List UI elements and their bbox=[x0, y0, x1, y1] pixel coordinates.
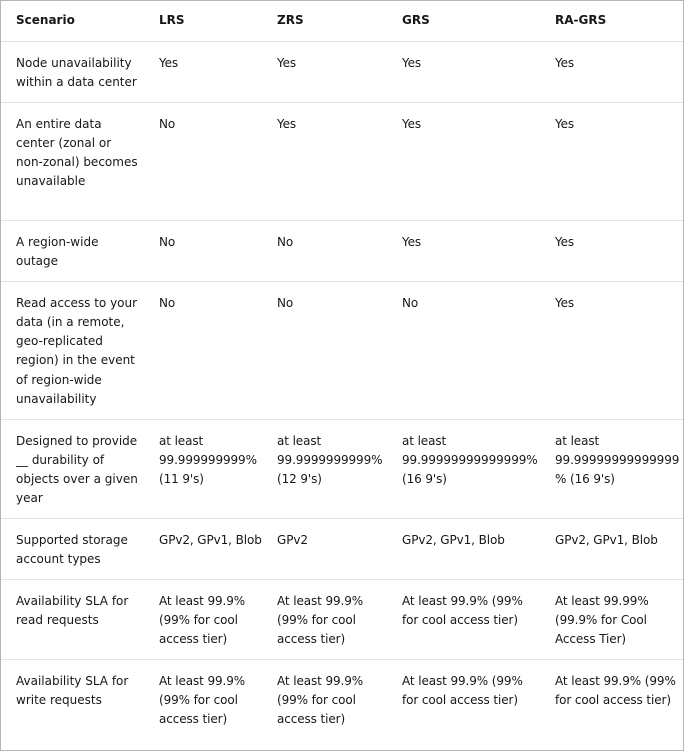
scenario-cell: An entire data center (zonal or non-zonal) becomes unavailable bbox=[16, 116, 138, 189]
lrs-cell: No bbox=[159, 116, 176, 131]
zrs-cell: Yes bbox=[277, 116, 297, 131]
zrs-cell: At least 99.9% (99% for cool access tier) bbox=[277, 593, 364, 647]
zrs-cell: at least 99.9999999999% (12 9's) bbox=[277, 433, 383, 487]
header-scenario: Scenario bbox=[16, 13, 75, 27]
table-row bbox=[1, 102, 683, 220]
ra-grs-cell: At least 99.99% (99.9% for Cool Access Tier) bbox=[555, 593, 649, 647]
table-row bbox=[1, 518, 683, 579]
zrs-cell: GPv2 bbox=[277, 532, 308, 547]
zrs-cell: No bbox=[277, 295, 294, 310]
lrs-cell: at least 99.999999999% (11 9's) bbox=[159, 433, 257, 487]
scenario-cell: A region-wide outage bbox=[16, 234, 99, 268]
lrs-cell: At least 99.9% (99% for cool access tier) bbox=[159, 673, 246, 727]
header-ra-grs: RA-GRS bbox=[555, 13, 607, 27]
zrs-cell: At least 99.9% (99% for cool access tier) bbox=[277, 673, 364, 727]
ra-grs-cell: GPv2, GPv1, Blob bbox=[555, 532, 658, 547]
grs-cell: Yes bbox=[402, 234, 422, 249]
ra-grs-cell: Yes bbox=[555, 55, 575, 70]
scenario-cell: Availability SLA for write requests bbox=[16, 673, 129, 707]
table-row bbox=[1, 281, 683, 419]
scenario-cell: Node unavailability within a data center bbox=[16, 55, 137, 89]
table-row bbox=[1, 659, 683, 739]
table-row bbox=[1, 41, 683, 102]
lrs-cell: No bbox=[159, 295, 176, 310]
grs-cell: At least 99.9% (99% for cool access tier) bbox=[402, 593, 523, 627]
lrs-cell: Yes bbox=[159, 55, 179, 70]
lrs-cell: No bbox=[159, 234, 176, 249]
header-grs: GRS bbox=[402, 13, 430, 27]
ra-grs-cell: At least 99.9% (99% for cool access tier) bbox=[555, 673, 676, 707]
ra-grs-cell: at least 99.99999999999999% (16 9's) bbox=[555, 433, 680, 487]
table-row bbox=[1, 220, 683, 281]
header-lrs: LRS bbox=[159, 13, 185, 27]
ra-grs-cell: Yes bbox=[555, 295, 575, 310]
zrs-cell: Yes bbox=[277, 55, 297, 70]
redundancy-comparison-table bbox=[1, 1, 683, 739]
grs-cell: at least 99.99999999999999% (16 9's) bbox=[402, 433, 538, 487]
grs-cell: Yes bbox=[402, 55, 422, 70]
grs-cell: Yes bbox=[402, 116, 422, 131]
table-row bbox=[1, 579, 683, 659]
grs-cell: No bbox=[402, 295, 419, 310]
scenario-cell: Read access to your data (in a remote, geo-replicated region) in the event of region-wide unavailability bbox=[16, 295, 138, 406]
lrs-cell: GPv2, GPv1, Blob bbox=[159, 532, 262, 547]
scenario-cell: Availability SLA for read requests bbox=[16, 593, 129, 627]
table-header-row bbox=[1, 1, 683, 41]
zrs-cell: No bbox=[277, 234, 294, 249]
ra-grs-cell: Yes bbox=[555, 234, 575, 249]
ra-grs-cell: Yes bbox=[555, 116, 575, 131]
lrs-cell: At least 99.9% (99% for cool access tier) bbox=[159, 593, 246, 647]
scenario-cell: Supported storage account types bbox=[16, 532, 128, 566]
scenario-cell: Designed to provide __ durability of objects over a given year bbox=[16, 433, 138, 506]
grs-cell: At least 99.9% (99% for cool access tier) bbox=[402, 673, 523, 707]
header-zrs: ZRS bbox=[277, 13, 304, 27]
grs-cell: GPv2, GPv1, Blob bbox=[402, 532, 505, 547]
table-row bbox=[1, 419, 683, 518]
